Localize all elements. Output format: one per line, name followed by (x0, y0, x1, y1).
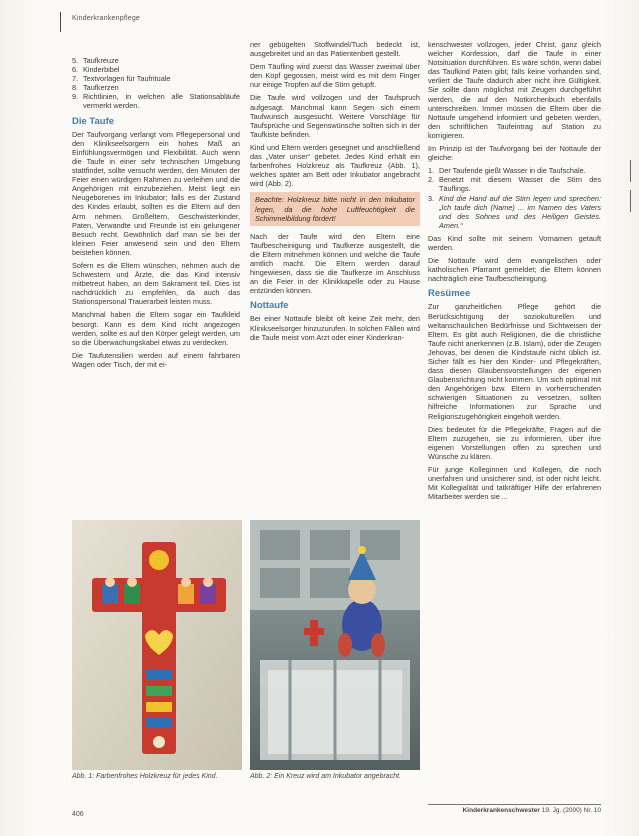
photo-wooden-cross (72, 520, 242, 770)
section-heading-resuemee: Resümee (428, 288, 471, 300)
column-1 (72, 56, 240, 373)
list-number: 5. (72, 56, 79, 65)
list-number: 7. (72, 74, 79, 84)
list-text: Taufkreuze (83, 56, 119, 65)
list-number: 3. (428, 193, 435, 203)
paragraph: Kind und Eltern werden gesegnet und anschließend das „Vater unser“ gebetet. Jedes Kind erhält ein farbenfrohes Holzkreuz als Taufkreuz (Abb. 1), welches später am Bett oder Inkubator angebracht wird (Abb. 2). (250, 142, 420, 189)
paragraph: Zur ganzheitlichen Pflege gehört die Berücksichtigung der soziokulturellen und weltanschaulichen Bedürfnisse und Sichtweisen der Eltern. Es gibt auch Religionen, die die christliche Taufe nicht anerkennen (z.B. Islam), oder die Zeugen Jehovas, bei denen die Kindstaufe nicht üblich ist. Sicher fällt es hier den Kinder- und Pflegekräften, dass diesen Glaubensvorstellungen der eigenen Glaubensrichtung nicht kommen. Um sich optimal mit den Angehörigen bzw. Eltern in vorherrschenden schwierigen Situationen zu versetzen, sollten hilfreiche Informationen zur Sprache und Religionszugehörigkeit eingeholt werden. (428, 302, 601, 421)
page-number: 406 (72, 811, 84, 818)
list-text: Textvorlagen für Taufrituale (83, 74, 171, 84)
paragraph: Bei einer Nottaufe bleibt oft keine Zeit mehr, den Klinikseelsorger hinzuzurufen. In solchen Fällen wird die Taufe meist vom Arzt oder einer Kinderkran- (250, 314, 420, 342)
list-item (72, 83, 240, 92)
paragraph: Im Prinzip ist der Taufvorgang bei der Nottaufe der gleiche: (428, 144, 601, 163)
paragraph: Für junge Kolleginnen und Kollegen, die noch unerfahren und unsicherer sind, ist oder nicht leicht. Mit Kollegialität und tatkräftiger Hilfe der erfahrenen Mitarbeiter werden sie ... (428, 465, 601, 502)
edge-mark (630, 160, 631, 182)
paragraph: ner gebügelten Stoffwindel/Tuch bedeckt ist, ausgebreitet und an das Patientenbett gestellt. (250, 40, 420, 59)
paragraph: Manchmal haben die Eltern sogar ein Taufkleid besorgt. Kann es dem Kind nicht angezogen werden, sollte es auf den Körper gelegt werden, um so die Überwachungskabel etwas zu verdecken. (72, 310, 240, 347)
col1-list (72, 56, 240, 111)
journal-issue: 19. Jg. (2000) Nr. 10 (541, 807, 601, 814)
list-item (72, 65, 240, 74)
list-number: 1. (428, 166, 435, 176)
list-item (72, 92, 240, 110)
list-number: 2. (428, 175, 435, 185)
list-text: Taufkerzen (83, 83, 119, 93)
paragraph: Die Taufe wird vollzogen und der Taufspruch aufgesagt. Manchmal kann Segen sich einem Taufwunsch ausgesucht. Weitere Vorschläge für Taufsprüche und Segenswünsche sollten sich in der Taufkiste befinden. (250, 93, 420, 139)
paragraph: Dies bedeutet für die Pflegekräfte, Fragen auf die Eltern zuzugehen, sie zu informieren, über ihre eigenen Vorstellungen offen zu sprechen und Wünsche zu klären. (428, 424, 601, 461)
edge-mark (630, 190, 631, 212)
figure-caption-2: Abb. 2: Ein Kreuz wird am Inkubator angebracht. (250, 773, 401, 780)
list-text: Kind die Hand auf die Stirn legen und sprechen: „Ich taufe dich (Name) ... im Namen des Vaters und des Sohnes und des Heiligen Geistes. Amen.“ (439, 193, 601, 230)
list-number: 6. (72, 65, 79, 75)
paragraph: Nach der Taufe wird den Eltern eine Taufbescheinigung und Taufkerze ausgestellt, die die Eltern mitnehmen können und welche die Taufe amtlich macht. Die Eltern werden darauf hingewiesen, dass sie die Taufkerze im Anschluss an die Feier in der Klinikkapelle oder zu Hause entzünden können. (250, 231, 420, 296)
paragraph: kenschwester vollzogen, jeder Christ, ganz gleich welcher Konfession, darf die Taufe in einer Notsituation durchführen. Es wäre schön, wenn dabei das Taufkind Paten gibt; falls keine vorhanden sind, verliert die Taufe dadurch aber nicht ihre Gültigkeit. Sie sollte dann möglichst mit Zeugen durchgeführt werden, die auf den Notkirchenbuch ebenfalls unterschreiben. Immer müssen die Eltern über die Nottaufe umgehend informiert und gebeten werden, den schriftlichen Taufeintrag auf Station zu korrigieren. (428, 40, 601, 140)
footer-rule (428, 804, 601, 805)
journal-name: Kinderkrankenschwester (462, 807, 540, 814)
photo-incubator (250, 520, 420, 770)
col3-list (428, 166, 601, 230)
cross-illustration (72, 520, 242, 770)
header-rule (60, 12, 61, 32)
list-text: Richtlinien, in welchen alle Stationsabläufe vermerkt werden. (83, 92, 240, 111)
column-2 (250, 40, 420, 346)
list-item (72, 74, 240, 83)
list-item (428, 175, 601, 193)
list-number: 8. (72, 83, 79, 93)
list-text: Kinderbibel (83, 65, 120, 75)
paragraph: Der Taufvorgang verlangt vom Pflegepersonal und den Klinikseelsorgern ein hohes Maß an Einfühlungsvermögen und Flexibilität. Auch wenn die Taufe in einer sehr technischen Umgebung stattfindet, sollte versucht werden, den Minuten der Feier einen würdigen Rahmen zu verleihen und die Angehörigen mit einzubeziehen. Meist liegt ein Neugeborenes im Inkubator; falls es der Zustand des Kindes erlaubt, sollten es die Eltern auf den Arm nehmen. Großeltern, Geschwisterkinder, Paten, Verwandte und Freunde ist ein gelungener Besuch recht. Gewöhnlich darf man sie bei der kleinen Feier anwesend sein und den Eltern beistehen können. (72, 129, 240, 257)
section-heading-nottaufe: Nottaufe (250, 300, 289, 312)
list-item (428, 194, 601, 230)
paragraph: Das Kind sollte mit seinem Vornamen getauft werden. (428, 233, 601, 252)
list-item (72, 56, 240, 65)
list-text: Der Taufende gießt Wasser in die Taufschale. (439, 166, 586, 176)
incubator-illustration (250, 520, 420, 770)
section-heading-taufe: Die Taufe (72, 115, 115, 127)
running-head: Kinderkrankenpflege (72, 15, 141, 22)
list-number: 9. (72, 92, 79, 102)
paragraph: Sofern es die Eltern wünschen, nehmen auch die Schwestern und Ärzte, die das Kind intensiv mitbetreut haben, an dem Sakrament teil. Dies ist nachdrücklich zu empfehlen, da auch das Stationspersonal Trauerarbeit leisten muss. (72, 260, 240, 307)
paragraph: Die Nottaufe wird dem evangelischen oder katholischen Pfarramt gemeldet; die Eltern können nachträglich eine Taufbescheinigung. (428, 256, 601, 284)
paragraph: Die Taufutensilien werden auf einem fahrbaren Wagen oder Tisch, der mit ei- (72, 350, 240, 369)
list-text: Benetzt mit diesem Wasser die Stirn des Täuflings. (439, 175, 601, 194)
paragraph: Dem Täufling wird zuerst das Wasser zweimal über den Kopf gegossen, meist wird es mit dem Finger nur einige Tropfen auf die Stirn getupft. (250, 62, 420, 90)
journal-footer (428, 806, 601, 815)
column-3 (428, 40, 601, 505)
list-item (428, 166, 601, 175)
figure-caption-1: Abb. 1: Farbenfrohes Holzkreuz für jedes Kind. (72, 773, 218, 780)
callout-box: Beachte: Holzkreuz bitte nicht in den Inkubator legen, da die hohe Luftfeuchtigkeit die Schimmelbildung fördert! (250, 192, 420, 225)
